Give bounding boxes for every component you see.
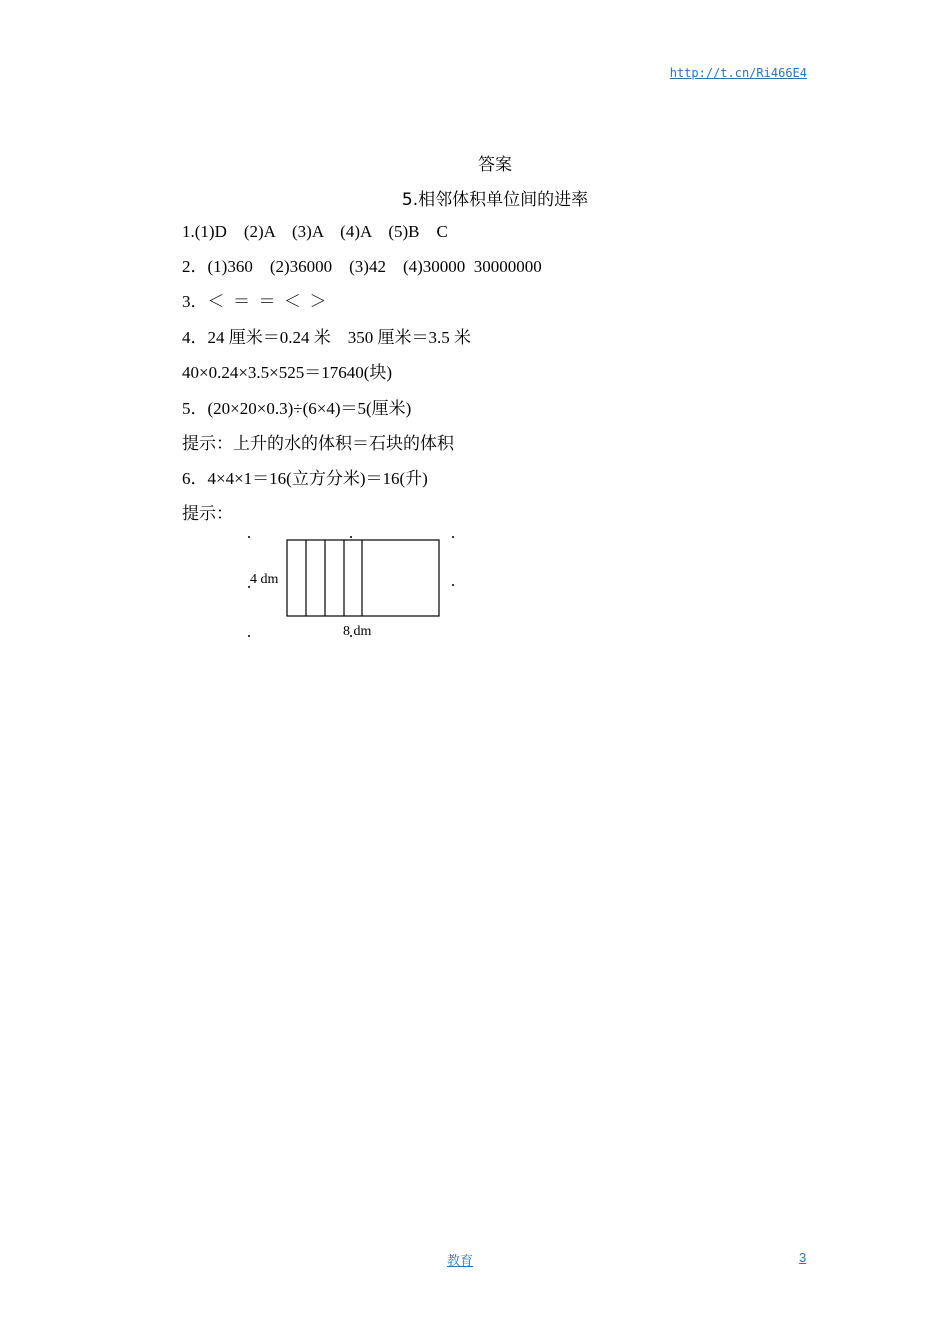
- anchor-dot: [452, 536, 454, 538]
- answer-line-2: 2．(1)360 (2)36000 (3)42 (4)30000 30000000: [182, 257, 542, 276]
- answer-line-5: 5．(20×20×0.3)÷(6×4)＝5(厘米): [182, 399, 412, 418]
- answer-line-6: 6．4×4×1＝16(立方分米)＝16(升): [182, 469, 428, 488]
- page-title: 答案: [478, 155, 512, 175]
- outer-rectangle: [287, 540, 439, 616]
- header-link[interactable]: http://t.cn/Ri466E4: [669, 66, 807, 80]
- answer-line-1: 1.(1)D (2)A (3)A (4)A (5)B C: [182, 222, 448, 241]
- anchor-dot: [452, 584, 454, 586]
- hint-line-6: 提示：: [182, 504, 233, 523]
- section-title: 5.相邻体积单位间的进率: [401, 190, 589, 210]
- footer-link[interactable]: 教育: [447, 1254, 474, 1269]
- rectangle-diagram: [240, 525, 470, 650]
- anchor-dot: [350, 536, 352, 538]
- anchor-dot: [248, 635, 250, 637]
- width-label: 8 dm: [343, 624, 372, 639]
- answer-line-3: 3．＜ ＝ ＝ ＜ ＞: [182, 292, 327, 311]
- height-label: 4 dm: [250, 572, 279, 587]
- answer-line-4: 4．24 厘米＝0.24 米 350 厘米＝3.5 米: [182, 328, 471, 347]
- answer-line-4b: 40×0.24×3.5×525＝17640(块): [182, 363, 393, 382]
- page-number: 3: [799, 1250, 807, 1265]
- hint-line-5: 提示：上升的水的体积＝石块的体积: [182, 434, 454, 453]
- anchor-dot: [248, 536, 250, 538]
